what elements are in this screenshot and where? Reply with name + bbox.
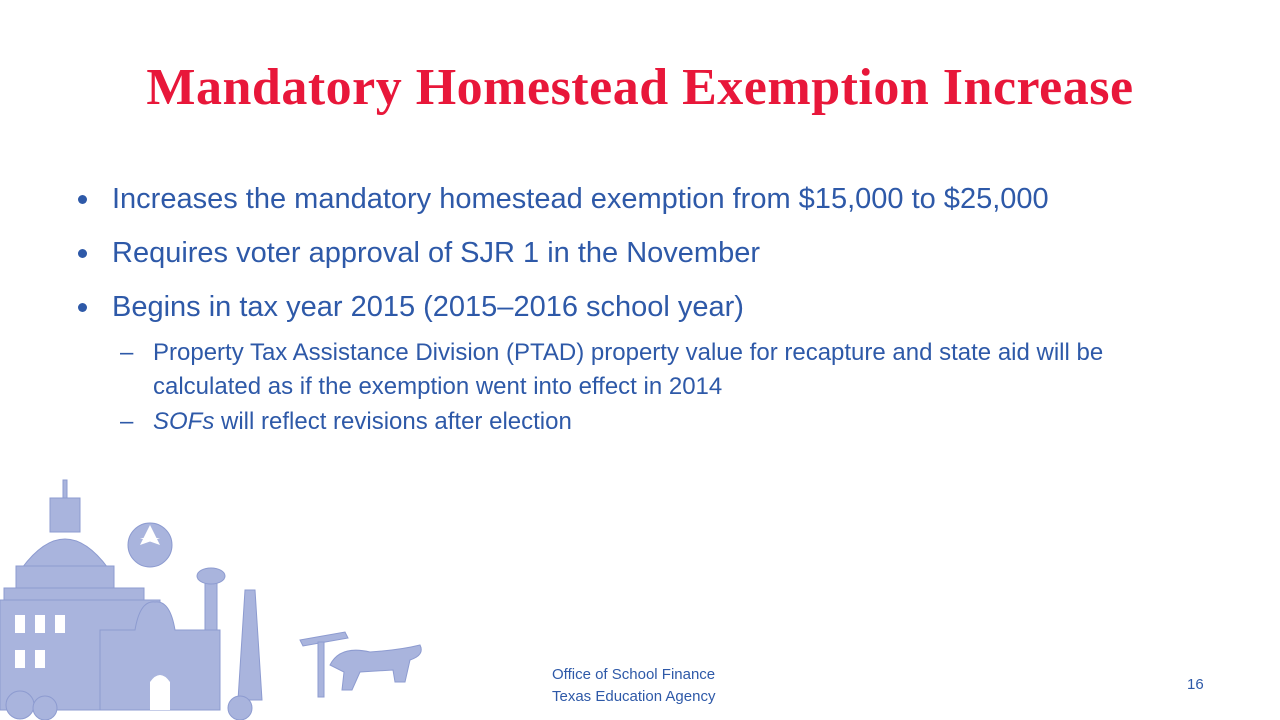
sub-bullet-item xyxy=(78,336,1198,404)
texas-landmarks-illustration xyxy=(0,470,440,720)
capitol-drum xyxy=(16,566,114,588)
bullet-text: Begins in tax year 2015 (2015–2016 school year) xyxy=(112,291,744,323)
capitol-dome xyxy=(22,539,108,568)
bullet-item xyxy=(78,180,1198,218)
bullet-list xyxy=(78,180,1198,446)
bullet-dot-icon xyxy=(78,195,87,204)
bullet-item xyxy=(78,234,1198,272)
longhorn xyxy=(330,645,421,690)
sub-bullet-text: will reflect revisions after election xyxy=(214,408,572,435)
dash-icon: – xyxy=(120,339,134,366)
bullet-dot-icon xyxy=(78,303,87,312)
bullet-item xyxy=(78,288,1198,326)
derrick xyxy=(238,590,262,700)
bullet-text: Requires voter approval of SJR 1 in the November xyxy=(112,237,760,269)
capitol-lantern xyxy=(50,498,80,532)
footer-agency: Texas Education Agency xyxy=(552,688,716,705)
sub-bullet-item xyxy=(78,405,1198,439)
footer-office: Office of School Finance xyxy=(552,666,716,683)
capitol-spire xyxy=(63,480,67,498)
slide-title: Mandatory Homestead Exemption Increase xyxy=(146,59,1134,116)
dash-icon: – xyxy=(120,408,134,435)
sofs-term: SOFs xyxy=(153,408,215,435)
bullet-text: Increases the mandatory homestead exemption from $15,000 to $25,000 xyxy=(112,183,1049,215)
page-number: 16 xyxy=(1187,676,1204,693)
footer xyxy=(552,664,715,708)
sub-bullet-text: Property Tax Assistance Division (PTAD) property value for recapture and state aid will be calculated as if the exemption went into effect in 2014 xyxy=(153,339,1104,400)
bullet-dot-icon xyxy=(78,249,87,258)
